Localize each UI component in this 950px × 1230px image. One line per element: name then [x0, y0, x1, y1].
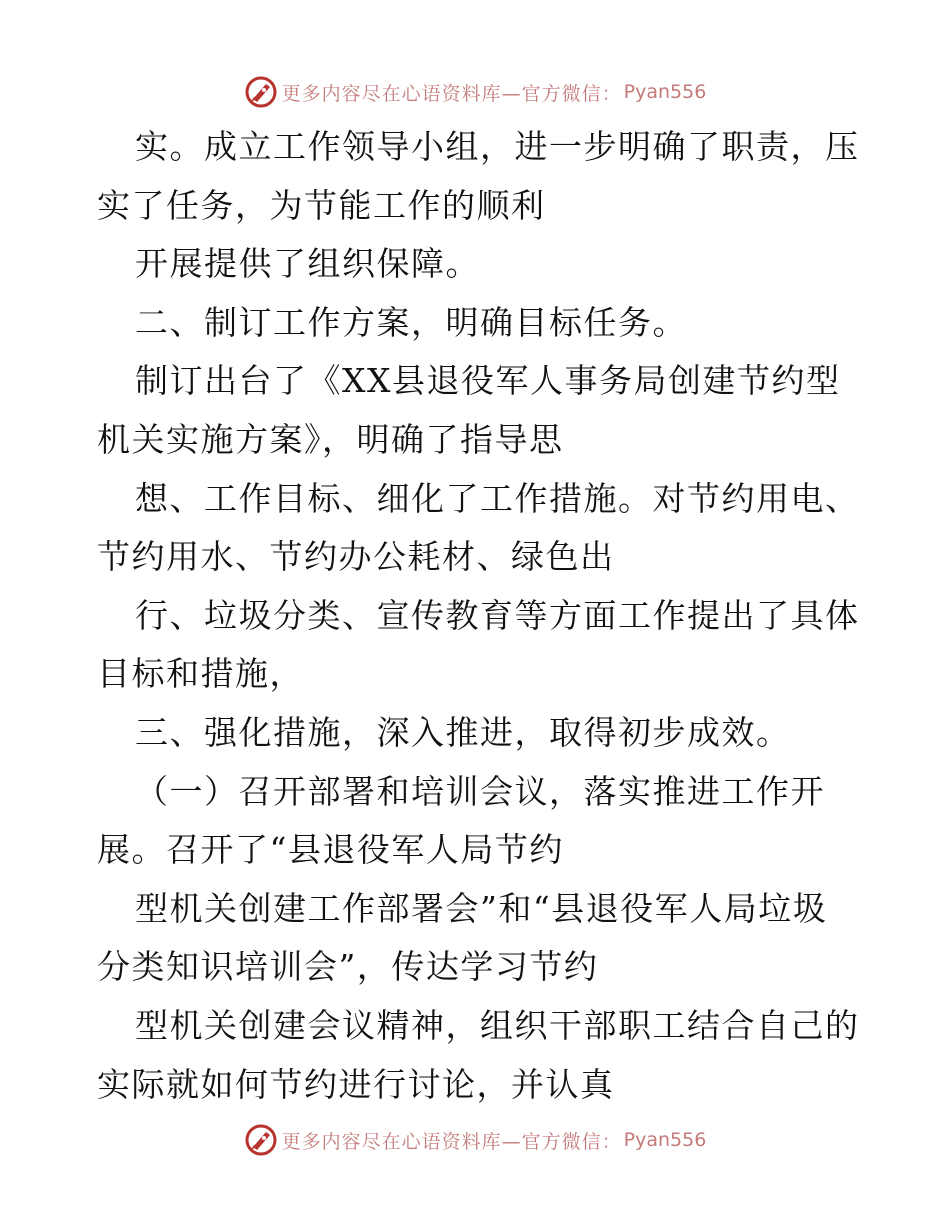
watermark-text: 更多内容尽在心语资料库—官方微信：	[281, 1130, 622, 1153]
subsection-heading: （一）召开部署和培训会议，落实推进工作开	[135, 771, 825, 811]
document-body	[97, 118, 867, 1114]
pen-nib-logo-icon	[244, 75, 278, 109]
body-line: 型机关创建会议精神，组织干部职工结合自己的	[135, 1005, 860, 1045]
body-line: 机关实施方案》，明确了指导思	[97, 419, 564, 459]
body-line: 节约用水、节约办公耗材、绿色出	[97, 537, 615, 577]
header-watermark	[0, 72, 950, 112]
body-line: 目标和措施，	[97, 654, 304, 694]
body-line: 想、工作目标、细化了工作措施。对节约用电、	[135, 478, 860, 518]
watermark-text: 更多内容尽在心语资料库—官方微信：	[281, 82, 622, 105]
section-heading: 二、制订工作方案，明确目标任务。	[135, 302, 687, 342]
section-heading: 三、强化措施，深入推进，取得初步成效。	[135, 712, 791, 752]
body-line: 展。召开了“县退役军人局节约	[97, 830, 564, 870]
pen-nib-logo-icon	[244, 1123, 278, 1157]
body-line: 行、垃圾分类、宣传教育等方面工作提出了具体	[135, 595, 860, 635]
body-line: 制订出台了《XX县退役军人事务局创建节约型	[135, 361, 841, 401]
body-line: 型机关创建工作部署会”和“县退役军人局垃圾	[135, 888, 828, 928]
body-line: 实。成立工作领导小组，进一步明确了职责，压	[135, 127, 860, 166]
body-line: 实了任务，为节能工作的顺利	[97, 185, 546, 225]
footer-watermark	[0, 1120, 950, 1160]
body-line: 开展提供了组织保障。	[135, 244, 480, 284]
watermark-wechat-id: Pyan556	[623, 81, 707, 103]
body-line: 分类知识培训会”，传达学习节约	[97, 947, 599, 987]
body-line: 实际就如何节约进行讨论，并认真	[97, 1064, 615, 1104]
watermark-wechat-id: Pyan556	[623, 1129, 707, 1151]
